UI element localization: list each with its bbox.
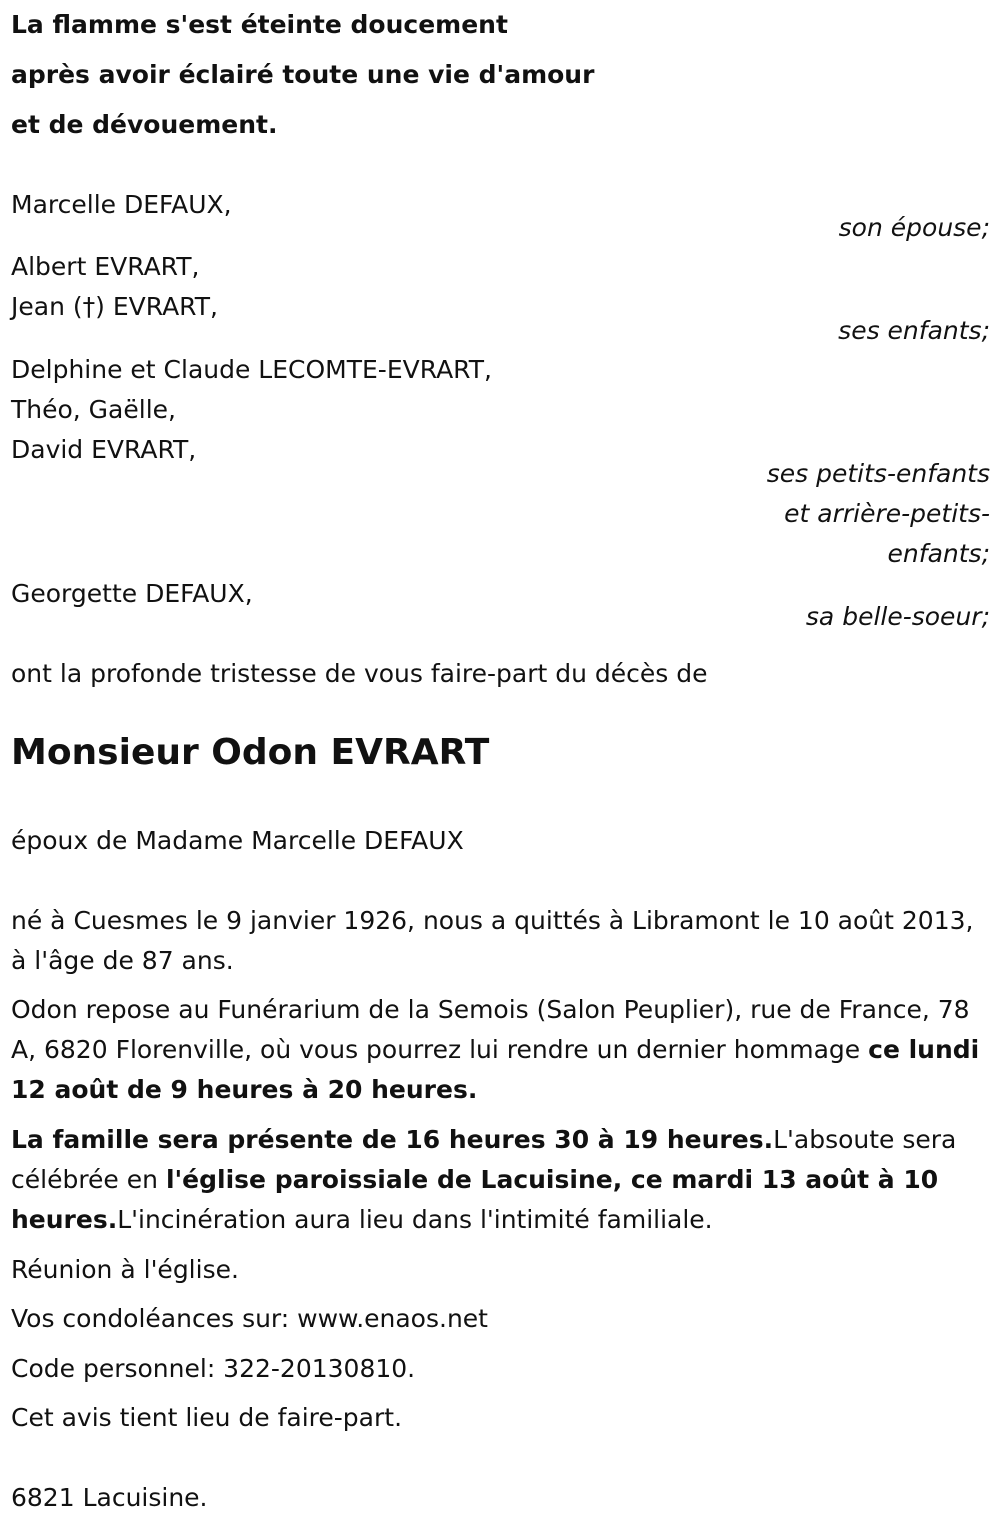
personal-code: Code personnel: 322-20130810.: [11, 1354, 416, 1383]
address: 6821 Lacuisine.: [11, 1483, 208, 1512]
child-name: Albert EVRART,: [11, 252, 200, 281]
viewing-text: Odon repose au Funérarium de la Semois (Salon Peuplier), rue de France, 78 A, 6820 Florenville, où vous pourrez lui rendre un dernier hommage: [11, 995, 970, 1064]
meeting: Réunion à l'église.: [11, 1255, 239, 1284]
church-time: l'église paroissiale de Lacuisine, ce mardi 13 août à 10 heures.: [11, 1165, 939, 1234]
family-presence: La famille sera présente de 16 heures 30 à 19 heures.: [11, 1125, 774, 1154]
grandchild-name: Théo, Gaëlle,: [11, 395, 176, 424]
cremation-text: L'incinération aura lieu dans l'intimité familiale.: [117, 1205, 713, 1234]
absoute-text: L'absoute sera célébrée en: [11, 1125, 957, 1194]
ceremony-details: [11, 1120, 986, 1240]
notice: Cet avis tient lieu de faire-part.: [11, 1403, 403, 1432]
child-name: Jean (†) EVRART,: [11, 292, 218, 321]
epigraph-line-1: La flamme s'est éteinte doucement: [11, 10, 508, 39]
children-role: ses enfants;: [838, 316, 990, 345]
sister-in-law-role: sa belle-soeur;: [805, 602, 990, 631]
epigraph-line-3: et de dévouement.: [11, 110, 278, 139]
viewing-time: ce lundi 12 août de 9 heures à 20 heures.: [11, 1035, 980, 1104]
grandchild-name: David EVRART,: [11, 435, 197, 464]
viewing-details: [11, 990, 986, 1110]
sister-in-law-name: Georgette DEFAUX,: [11, 579, 253, 608]
grandchildren-role: et arrière-petits-: [784, 499, 990, 528]
epigraph-line-2: après avoir éclairé toute une vie d'amour: [11, 60, 595, 89]
grandchildren-role: ses petits-enfants: [766, 459, 990, 488]
grandchildren-role: enfants;: [887, 539, 990, 568]
spouse-of: époux de Madame Marcelle DEFAUX: [11, 826, 464, 855]
grandchild-name: Delphine et Claude LECOMTE-EVRART,: [11, 355, 492, 384]
announcement: ont la profonde tristesse de vous faire-part du décès de: [11, 659, 708, 688]
spouse-name: Marcelle DEFAUX,: [11, 190, 232, 219]
birth-death: né à Cuesmes le 9 janvier 1926, nous a quittés à Libramont le 10 août 2013, à l'âge de 87 ans.: [11, 906, 974, 975]
deceased-name: Monsieur Odon EVRART: [11, 732, 490, 773]
spouse-role: son épouse;: [838, 213, 990, 242]
condolences: Vos condoléances sur: www.enaos.net: [11, 1304, 488, 1333]
